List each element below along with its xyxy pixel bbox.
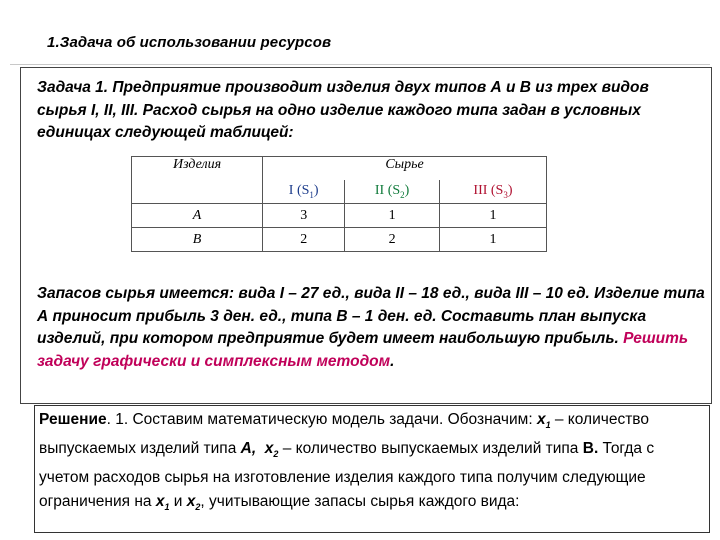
resource-table [131,156,547,252]
cell-value: 2 [345,228,440,252]
task-statement [37,77,697,145]
stock-text: Запасов сырья имеется: вида I – 27 ед., вида II – 18 ед., вида III – 10 ед. Изделие типа А приносит прибыль 3 ден. ед., типа В – 1 ден. ед. Составить план выпуска изделий, при котором предприятие будет имеет наибольшую прибыль. [37,285,705,347]
table-row [132,204,547,228]
solution-box: Решение. 1. Составим математическую модель задачи. Обозначим: $x_1$ – количество выпускаемых изделий типа А, $x_2$ – количество выпускаемых изделий типа В. Тогда с учетом расходов сырья на изготовление изделия каждого типа получим следующие ограничения на $x_1$ и $x_2$, учитывающие запасы сырья каждого вида: [34,405,710,533]
row-name: B [132,228,263,252]
cell-value: 1 [439,228,546,252]
stock-paragraph: Запасов сырья имеется: вида I – 27 ед., вида II – 18 ед., вида III – 10 ед. Изделие типа А приносит прибыль 3 ден. ед., типа В – 1 ден. ед. Составить план выпуска изделий, при котором предприятие будет имеет наибольшую прибыль. Решить задачу графически и симплексным методом. [37,285,705,370]
col-header-s3: III $(S_3)$ [439,180,546,204]
method-highlight: Решить задачу графически и симплексным методом [37,330,689,370]
solution-label: Решение [39,411,107,428]
cell-value: 3 [263,204,345,228]
table-row [132,228,547,252]
row-name: A [132,204,263,228]
slide-title: 1.Задача об использовании ресурсов [47,34,332,51]
col-header-s2: II $(S_2)$ [345,180,440,204]
title-divider [10,64,710,65]
header-products: Изделия [132,157,263,204]
cell-value: 1 [345,204,440,228]
task-intro: Предприятие производит изделия двух типов А и В из трех видов сырья I, II, III. Расход сырья на одно изделие каждого типа задан в условных единицах следующей таблицей: [37,79,649,141]
cell-value: 2 [263,228,345,252]
cell-value: 1 [439,204,546,228]
header-raw: Сырье [263,157,547,181]
task-label: Задача 1. [37,79,109,96]
col-header-s1: I $(S_1)$ [263,180,345,204]
